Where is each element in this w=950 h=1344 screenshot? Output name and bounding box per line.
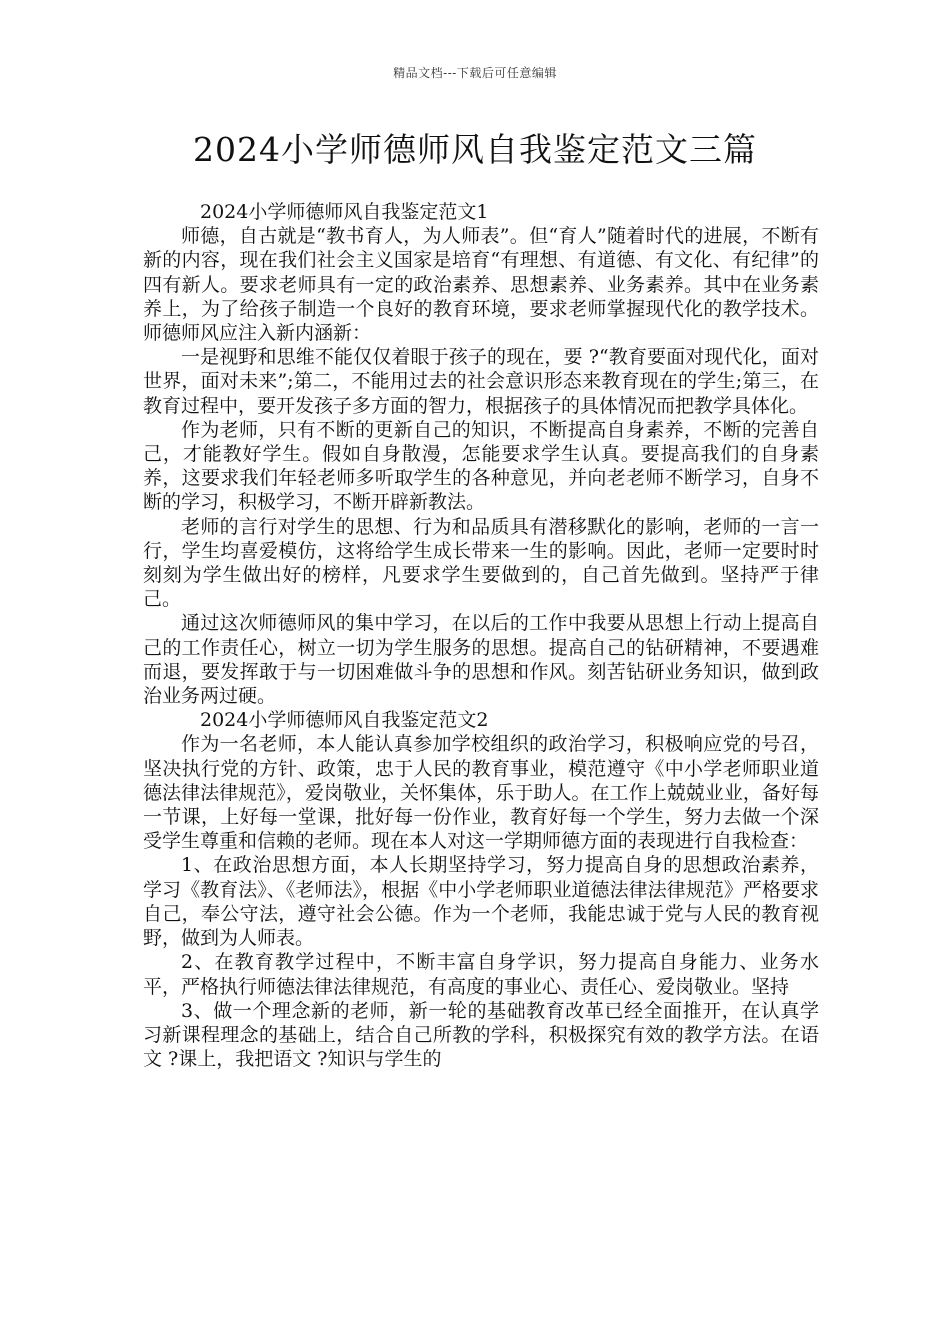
header-note: 精品文档---下载后可任意编辑 — [393, 66, 557, 80]
document-body — [143, 200, 819, 1071]
paragraph: 3、做一个理念新的老师，新一轮的基础教育改革已经全面推开，在认真学习新课程理念的基础上，结合自己所教的学科，积极探究有效的教学方法。在语文 ?课上，我把语文 ?知识与学生的 — [143, 999, 819, 1071]
paragraph: 老师的言行对学生的思想、行为和品质具有潜移默化的影响，老师的一言一行，学生均喜爱模仿，这将给学生成长带来一生的影响。因此，老师一定要时时刻刻为学生做出好的榜样，凡要求学生要做到的，自己首先做到。坚持严于律己。 — [143, 515, 819, 611]
paragraph: 1、在政治思想方面，本人长期坚持学习，努力提高自身的思想政治素养，学习《教育法》、《老师法》，根据《中小学老师职业道德法律法律规范》严格要求自己，奉公守法，遵守社会公德。作为一个老师，我能忠诚于党与人民的教育视野，做到为人师表。 — [143, 854, 819, 950]
paragraph: 通过这次师德师风的集中学习，在以后的工作中我要从思想上行动上提高自己的工作责任心，树立一切为学生服务的思想。提高自己的钻研精神，不要遇难而退，要发挥敢于与一切困难做斗争的思想和作风。刻苦钻研业务知识，做到政治业务两过硬。 — [143, 612, 819, 708]
paragraph: 作为老师，只有不断的更新自己的知识，不断提高自身素养，不断的完善自己，才能教好学生。假如自身散漫，怎能要求学生认真。要提高我们的自身素养，这要求我们年轻老师多听取学生的各种意见，并向老老师不断学习，自身不断的学习，积极学习，不断开辟新教法。 — [143, 418, 819, 514]
section-heading-1: 2024小学师德师风自我鉴定范文1 — [200, 201, 489, 223]
section-heading-2: 2024小学师德师风自我鉴定范文2 — [200, 709, 489, 732]
document-title: 2024小学师德师风自我鉴定范文三篇 — [193, 130, 757, 169]
paragraph: 师德，自古就是“教书育人，为人师表”。但“育人”随着时代的进展，不断有新的内容，现在我们社会主义国家是培育“有理想、有道德、有文化、有纪律”的四有新人。要求老师具有一定的政治素养、思想素养、业务素养。其中在业务素养上，为了给孩子制造一个良好的教育环境，要求老师掌握现代化的教学技术。师德师风应注入新内涵新： — [143, 225, 819, 345]
paragraph: 2、在教育教学过程中，不断丰富自身学识，努力提高自身能力、业务水平，严格执行师德法律法律规范，有高度的事业心、责任心、爱岗敬业。坚持 — [143, 951, 819, 998]
paragraph: 一是视野和思维不能仅仅着眼于孩子的现在，要 ?“教育要面对现代化，面对世界，面对未来”;第二，不能用过去的社会意识形态来教育现在的学生;第三，在教育过程中，要开发孩子多方面的智力，根据孩子的具体情况而把教学具体化。 — [143, 346, 819, 417]
paragraph: 作为一名老师，本人能认真参加学校组织的政治学习，积极响应党的号召，坚决执行党的方针、政策，忠于人民的教育事业，模范遵守《中小学老师职业道德法律法律规范》，爱岗敬业，关怀集体，乐于助人。在工作上兢兢业业，备好每一节课，上好每一堂课，批好每一份作业，教育好每一个学生，努力去做一个深受学生尊重和信赖的老师。现在本人对这一学期师德方面的表现进行自我检查： — [143, 733, 819, 853]
